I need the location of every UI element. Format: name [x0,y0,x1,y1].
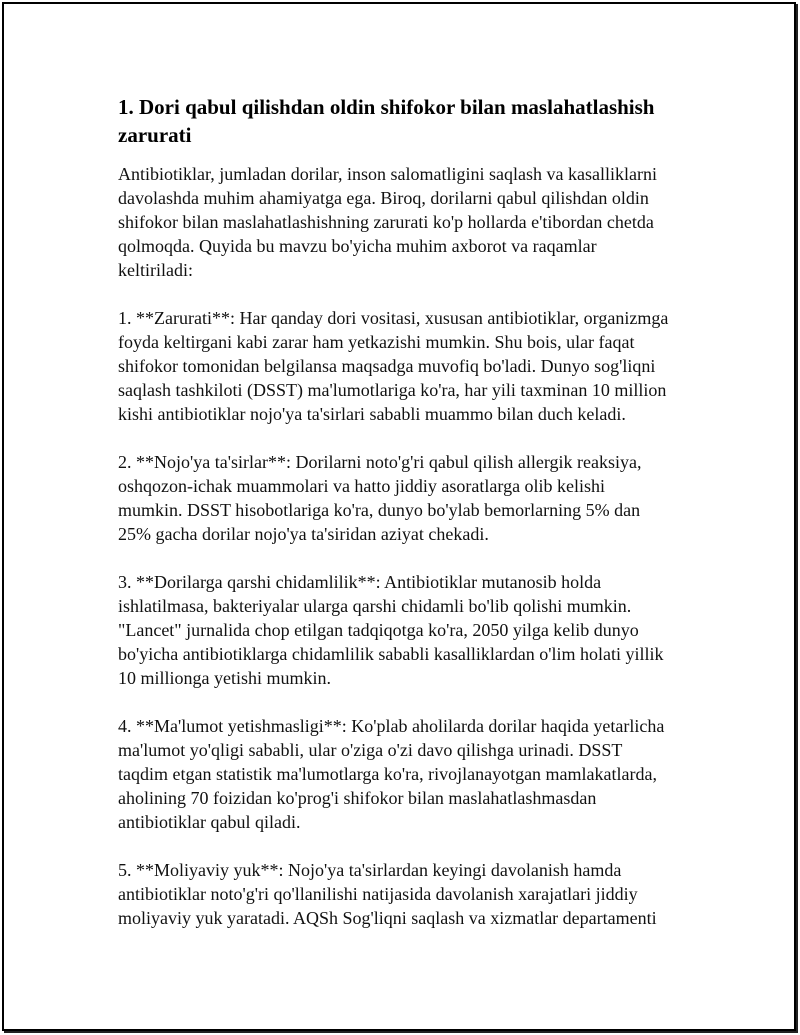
text-line: 5. **Moliyaviy yuk**: Nojo'ya ta'sirlardan keyingi davolanish hamda [118,860,622,880]
text-line: 3. **Dorilarga qarshi chidamlilik**: Antibiotiklar mutanosib holda [118,572,602,592]
text-line: taqdim etgan statistik ma'lumotlarga ko'ra, rivojlanayotgan mamlakatlarda, [118,764,657,784]
text-line: shifokor bilan maslahatlashishning zarurati ko'p hollarda e'tibordan chetda [118,212,654,232]
text-line: 1. **Zarurati**: Har qanday dori vositasi, xususan antibiotiklar, organizmga [118,308,669,328]
text-line: kishi antibiotiklar nojo'ya ta'sirlari sababli muammo bilan duch keladi. [118,404,626,424]
paragraph-intro [118,162,668,282]
text-line: bo'yicha antibiotiklarga chidamlilik sababli kasalliklardan o'lim holati yillik [118,644,664,664]
paragraph-item-3 [118,570,668,690]
section-title [118,93,654,149]
text-line: oshqozon-ichak muammolari va hatto jiddiy asoratlarga olib kelishi [118,476,606,496]
paragraph-item-4 [118,714,668,834]
text-line: davolashda muhim ahamiyatga ega. Biroq, dorilarni qabul qilishdan oldin [118,188,649,208]
text-line: mumkin. DSST hisobotlariga ko'ra, dunyo bo'ylab bemorlarning 5% dan [118,500,641,520]
text-line: Antibiotiklar, jumladan dorilar, inson salomatligini saqlash va kasalliklarni [118,164,657,184]
paragraph-item-1 [118,306,668,426]
text-line: "Lancet" jurnalida chop etilgan tadqiqotga ko'ra, 2050 yilga kelib dunyo [118,620,639,640]
text-line: moliyaviy yuk yaratadi. AQSh Sog'liqni saqlash va xizmatlar departamenti [118,908,657,928]
text-line: aholining 70 foizidan ko'prog'i shifokor bilan maslahatlashmasdan [118,788,597,808]
text-line: ma'lumot yo'qligi sababli, ular o'ziga o'zi davo qilishga urinadi. DSST [118,740,623,760]
text-line: foyda keltirgani kabi zarar ham yetkazishi mumkin. Shu bois, ular faqat [118,332,635,352]
text-line: shifokor tomonidan belgilansa maqsadga muvofiq bo'ladi. Dunyo sog'liqni [118,356,656,376]
text-line: antibiotiklar qabul qiladi. [118,812,301,832]
text-line: 25% gacha dorilar nojo'ya ta'siridan aziyat chekadi. [118,524,489,544]
paragraph-item-5 [118,858,668,930]
paragraph-item-2 [118,450,668,546]
text-line: 4. **Ma'lumot yetishmasligi**: Ko'plab aholilarda dorilar haqida yetarlicha [118,716,665,736]
text-line: saqlash tashkiloti (DSST) ma'lumotlariga ko'ra, har yili taxminan 10 million [118,380,667,400]
body-text [118,162,668,954]
text-line: 10 millionga yetishi mumkin. [118,668,331,688]
document-page [2,2,796,1031]
text-line: qolmoqda. Quyida bu mavzu bo'yicha muhim axborot va raqamlar [118,236,597,256]
title-line: zarurati [118,123,192,147]
text-line: ishlatilmasa, bakteriyalar ularga qarshi chidamli bo'lib qolishi mumkin. [118,596,632,616]
text-line: 2. **Nojo'ya ta'sirlar**: Dorilarni noto'g'ri qabul qilish allergik reaksiya, [118,452,642,472]
text-line: keltiriladi: [118,260,193,280]
title-line: 1. Dori qabul qilishdan oldin shifokor bilan maslahatlashish [118,95,655,119]
text-line: antibiotiklar noto'g'ri qo'llanilishi natijasida davolanish xarajatlari jiddiy [118,884,638,904]
